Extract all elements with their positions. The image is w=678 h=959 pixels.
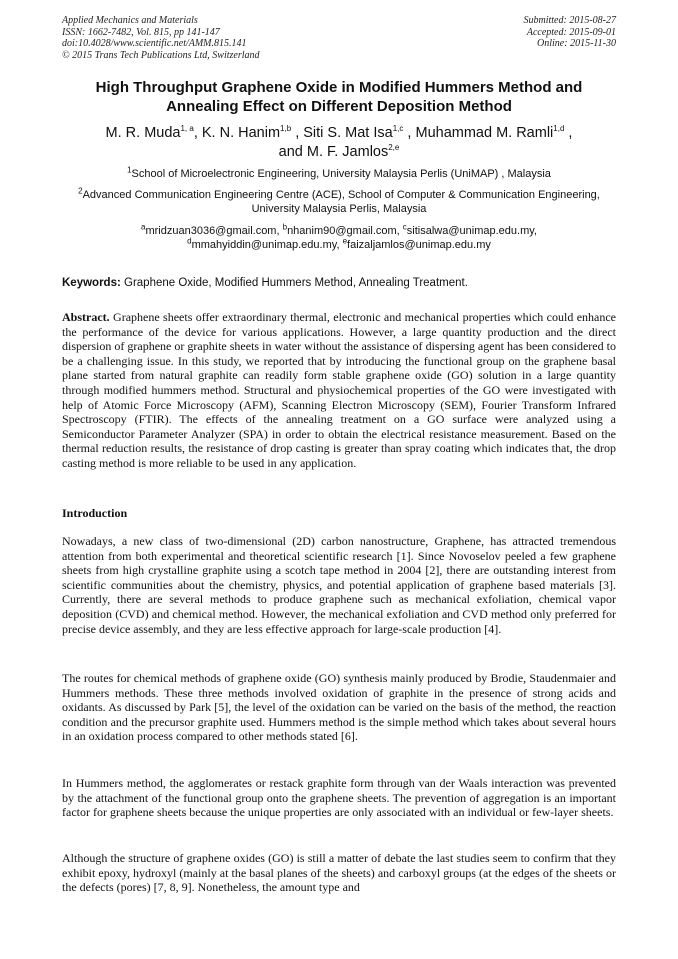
author-list: M. R. Muda$^{1, a}$, K. N. Hanim$^{1,b}$ , Siti S. Mat Isa$^{1,c}$ , Muhammad M. Ramli$^{1,d}$ , and M. F. Jamlos$^{2,e}$: [105, 124, 573, 160]
email-link[interactable]: nhanim90@gmail.com: [287, 225, 397, 237]
paper-title: High Throughput Graphene Oxide in Modified Hummers Method and Annealing Effect on Different Deposition Method: [95, 79, 583, 115]
email-sup: b: [282, 222, 288, 232]
journal-header-left: [62, 15, 260, 61]
journal-doi: doi:10.4028/www.scientific.net/AMM.815.141: [62, 38, 247, 49]
email-link[interactable]: mmahyiddin@unimap.edu.my: [191, 239, 337, 251]
keywords-label: Keywords:: [62, 277, 121, 289]
author-sup: 2,e: [388, 143, 400, 153]
journal-issn: ISSN: 1662-7482, Vol. 815, pp 141-147: [62, 26, 220, 38]
journal-copyright: © 2015 Trans Tech Publications Ltd, Switzerland: [62, 49, 260, 61]
affiliation-text: School of Microelectronic Engineering, University Malaysia Perlis (UniMAP) , Malaysia: [131, 168, 551, 180]
abstract-text: Graphene sheets offer extraordinary thermal, electronic and mechanical properties which could enhance the performance of the device for various applications. However, a large quantity production and the direct dispersion of graphene or graphite sheets in water without the assistance of dispersing agent has been considered to be a challenging issue. In this study, we reported that by introducing the functional group on the graphene basal plane started from natural graphite can readily form stable graphene oxide (GO) solution in a large quantity through modified hummers method. Structural and physiochemical properties of the GO were investigated with help of Atomic Force Microscopy (AFM), Scanning Electron Microscopy (SEM), Fourier Transform Infrared Spectroscopy (FTIR). The effects of the annealing treatment on a GO surface were analyzed using a Semiconductor Parameter Analyzer (SPA) in order to obtain the electrical resistance measurement. Based on the thermal reduction results, the resistance of drop casting is greater than spray coating which indicates that, the drop casting method is more reliable to be used in any application.: [62, 310, 616, 470]
author-sup: 1,d: [553, 124, 565, 134]
section-heading-introduction: Introduction: [62, 506, 128, 520]
email-link[interactable]: sitisalwa@unimap.edu.my: [406, 225, 534, 237]
journal-name: Applied Mechanics and Materials: [62, 15, 198, 26]
author-sup: 1, a: [180, 124, 194, 134]
email-sup: a: [141, 222, 146, 232]
submitted-date: Submitted: 2015-08-27: [523, 15, 616, 26]
author-name: M. R. Muda: [105, 125, 181, 141]
keywords-text: Graphene Oxide, Modified Hummers Method, Annealing Treatment.: [124, 277, 468, 289]
affiliation-sup: 1: [127, 165, 132, 175]
email-sup: d: [187, 236, 192, 246]
author-name: Muhammad M. Ramli: [415, 125, 554, 141]
keywords: [62, 276, 616, 290]
author-name: K. N. Hanim: [201, 125, 281, 141]
email-link[interactable]: mridzuan3036@gmail.com: [145, 225, 277, 237]
intro-paragraph: In Hummers method, the agglomerates or restack graphite form through van der Waals interaction was prevented by the attachment of the functional group onto the graphene sheets. The prevention of aggregation is an important factor for graphene sheets because the unique properties are only associated with an individual or few-layer sheets.: [62, 776, 616, 820]
email-sup: c: [402, 222, 407, 232]
affiliation-1: [62, 167, 616, 181]
journal-header-right: [524, 15, 617, 50]
intro-paragraph: Nowadays, a new class of two-dimensional (2D) carbon nanostructure, Graphene, has attracted tremendous attention from both experimental and theoretical scientific research [1]. Since Novoselov peeled a few graphene sheets from high crystalline graphite using a scotch tape method in 2004 [2], there are outstanding interest from scientific communities about the chemistry, physics, and potential application of graphene based materials [3]. Currently, there are several methods to produce graphene such as mechanical exfoliation, chemical vapor deposition (CVD) and chemical method. However, the mechanical exfoliation and CVD method only preferred for precise device assembly, and they are less effective approach for large-scale production [4].: [62, 534, 616, 636]
online-date: Online: 2015-11-30: [537, 38, 616, 49]
author-sup: 1,b: [280, 124, 292, 134]
email-link[interactable]: faizaljamlos@unimap.edu.my: [347, 239, 491, 251]
email-list: $^a$mridzuan3036@gmail.com, $^b$nhanim90@gmail.com, $^c$sitisalwa@unimap.edu.my, $^d$mmahyiddin@unimap.edu.my, $^e$faizaljamlos@unimap.edu.my: [141, 222, 537, 251]
author-name: Siti S. Mat Isa: [303, 125, 393, 141]
affiliation-text: Advanced Communication Engineering Centre (ACE), School of Computer & Communication Engineering, University Malaysia Perlis, Malaysia: [82, 189, 600, 215]
intro-paragraph: Although the structure of graphene oxides (GO) is still a matter of debate the last studies seem to confirm that they exhibit epoxy, hydroxyl (mainly at the basal planes of the sheets) and carboxyl groups (at the edges of the sheets or the defects (pores) [7, 8, 9]. Nonetheless, the amount type and: [62, 851, 616, 895]
affiliation-2: [62, 188, 616, 216]
accepted-date: Accepted: 2015-09-01: [526, 26, 616, 38]
email-sup: e: [342, 236, 348, 246]
author-sup: 1,c: [392, 124, 404, 134]
abstract: [62, 310, 616, 471]
author-name: and M. F. Jamlos: [278, 144, 389, 160]
affiliation-sup: 2: [78, 186, 83, 196]
abstract-label: Abstract.: [62, 310, 110, 324]
intro-paragraph: The routes for chemical methods of graphene oxide (GO) synthesis mainly produced by Brodie, Staudenmaier and Hummers methods. These three methods involved oxidation of graphite in the presence of strong acids and oxidants. As discussed by Park [5], the level of the oxidation can be varied on the basis of the method, the reaction condition and the precursor graphite used. Hummers method is the simple method which takes about several hours in an oxidation process compared to other methods stated [6].: [62, 671, 616, 744]
